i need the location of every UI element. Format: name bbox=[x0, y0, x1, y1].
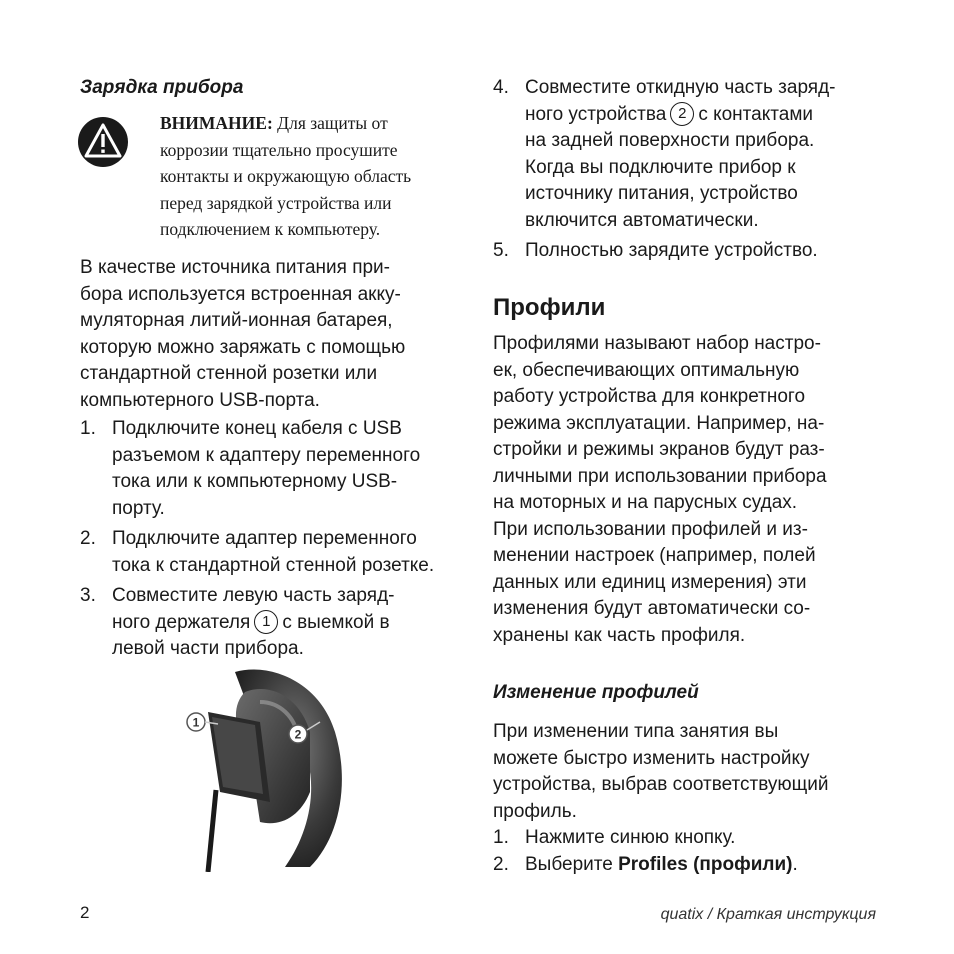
page-number: 2 bbox=[80, 903, 90, 922]
list-item: 2. Выберите Profiles (профили). bbox=[493, 853, 798, 875]
list-item: 3. Совместите левую часть заряд- ного держателя 1 с выемкой в левой части прибора. bbox=[80, 585, 395, 659]
list-item: 5. Полностью зарядите устройство. bbox=[493, 240, 818, 261]
menu-item-profiles: Profiles (профили) bbox=[618, 853, 793, 875]
change-profiles-steps bbox=[493, 825, 888, 878]
section-heading-change-profiles: Изменение профилей bbox=[493, 682, 699, 703]
list-item: 1. Нажмите синюю кнопку. bbox=[493, 827, 736, 848]
footer-title: quatix / Краткая инструкция bbox=[660, 906, 876, 923]
callout-badge: 1 bbox=[254, 610, 278, 634]
photo-callout-1-label: 1 bbox=[192, 715, 200, 730]
list-item: 1. Подключите конец кабеля с USB разъемом к адаптеру переменного тока или к компьютерному USB- порту. bbox=[80, 418, 421, 519]
photo-callout-2-label: 2 bbox=[294, 727, 302, 742]
list-item: 2. Подключите адаптер переменного тока к стандартной стенной розетке. bbox=[80, 528, 435, 576]
list-item: 4. Совместите откидную часть заряд- ного устройства 2 с контактами на задней поверхности прибора. Когда вы подключите прибор к источнику питания, устройство включится автоматически. bbox=[493, 77, 836, 231]
charging-intro: В качестве источника питания при- бора используется встроенная акку- муляторная литий-ионная батарея, которую можно заряжать с помощью стандартной стенной розетки или компьютерного USB-порта. bbox=[80, 257, 406, 411]
callout-badge: 2 bbox=[670, 102, 694, 126]
charging-steps-continued bbox=[493, 75, 888, 269]
section-heading-charging: Зарядка прибора bbox=[80, 77, 244, 98]
charging-steps bbox=[80, 416, 470, 667]
section-heading-profiles: Профили bbox=[493, 294, 606, 321]
change-profiles-description: При изменении типа занятия вы можете быстро изменить настройку устройства, выбрав соответствующий профиль. bbox=[493, 721, 829, 822]
warning-icon bbox=[78, 117, 128, 167]
profiles-description: Профилями называют набор настро- ек, обеспечивающих оптимальную работу устройства для конкретного режима эксплуатации. Например, на- стройки и режимы экранов будут раз- личными при использовании прибора на моторных и на парусных судах. При использовании профилей и из- менении настроек (например, полей данных или единиц измерения) эти изменения будут автоматически со- хранены как часть профиля. bbox=[493, 333, 827, 646]
device-charging-photo bbox=[150, 662, 380, 872]
warning-label: ВНИМАНИЕ: bbox=[160, 113, 273, 133]
warning-text: ВНИМАНИЕ: Для защиты от коррозии тщательно просушите контакты и окружающую область перед зарядкой устройства или подключением к компьютеру. bbox=[160, 113, 412, 239]
